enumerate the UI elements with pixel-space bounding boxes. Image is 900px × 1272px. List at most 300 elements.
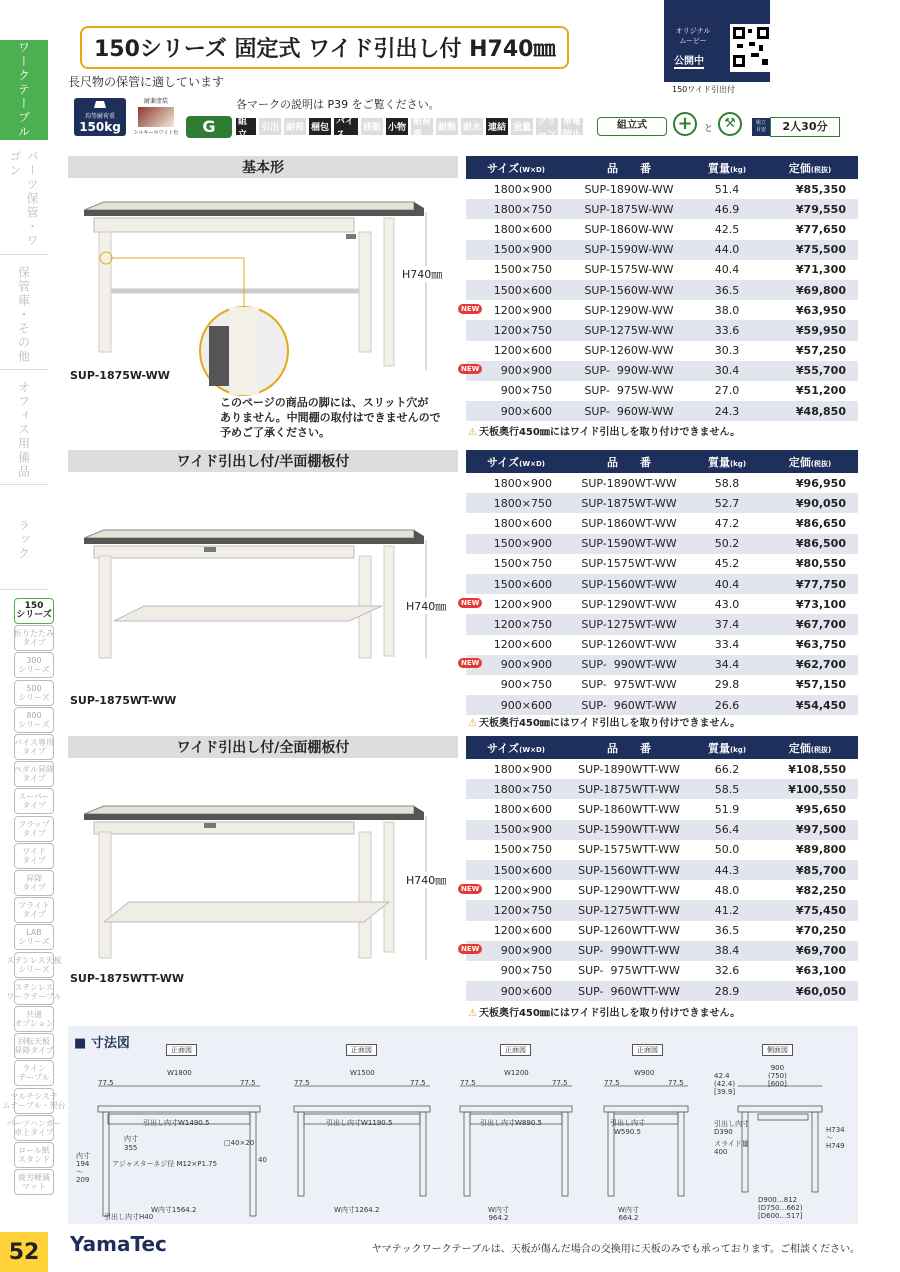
cell-weight: 40.4 [714,263,740,277]
table-row [466,341,858,361]
col-price: 定価(税抜) [762,450,858,473]
cell-price: ¥86,650 [795,516,846,530]
cell-weight: 58.5 [692,779,762,799]
sidebar-subtab-3[interactable]: 500 シリーズ [14,680,54,706]
movie-caption: 150ワイド引出付 [672,85,736,94]
cell-price: ¥57,150 [795,678,846,692]
dim-inner-0: 引出し内寸W1490.5 [143,1119,210,1127]
dim-bottom-2: W内寸 964.2 [488,1206,509,1222]
cell-price: ¥90,050 [762,493,858,513]
cell-price: ¥59,950 [762,320,858,340]
table-row [466,675,858,695]
cell-code: SUP-1860W-WW [584,222,674,236]
weight-icon [91,99,109,109]
warning-full-shelf: ⚠ 天板奥行450㎜にはワイド引出しを取り付けできません。 [468,1004,740,1019]
cell-price: ¥63,750 [795,638,846,652]
table-row [466,820,858,840]
cell-size: NEW 1200×900 [466,300,566,320]
cell-price: ¥60,050 [762,981,858,1001]
cell-weight: 58.8 [714,476,740,490]
page-number: 52 [0,1232,48,1272]
dim-side1-3: 77.5 [604,1079,620,1087]
table-row [466,799,858,819]
price-table-0 [461,156,858,421]
sidebar-subtab-15[interactable]: 共通 オプション [14,1006,54,1032]
cell-size: 900×750 [500,384,552,398]
cell-code: SUP-1560W-WW [566,280,692,300]
new-badge: NEW [458,944,482,954]
sidebar-subtab-16[interactable]: 回転天板 昇降タイプ [14,1033,54,1059]
table-row [466,840,858,860]
cell-code: SUP-1890W-WW [584,182,674,196]
cell-code: SUP-1260WTT-WW [578,924,680,938]
cell-size: 900×600 [466,981,566,1001]
cell-code: SUP-1860WT-WW [581,516,677,530]
cell-code: SUP-1275WTT-WW [566,900,692,920]
cell-price: ¥51,200 [795,384,846,398]
col-size: サイズ(W×D) [466,736,566,759]
footer-note: ヤマテックワークテーブルは、天板が傷んだ場合の交換用に天板のみでも承っております。ご相談ください。 [371,1244,860,1255]
feature-mark-11: 重量 [511,118,533,135]
sidebar-subtab-2[interactable]: 300 シリーズ [14,652,54,678]
cell-size: 1800×750 [466,199,566,219]
table-row [466,361,858,381]
dim-height-range: H734 〜 H749 [826,1126,845,1150]
dim-bottom-1: W内寸1264.2 [334,1206,380,1214]
cell-price: ¥63,950 [795,303,846,317]
movie-box[interactable] [664,0,770,82]
dim-drawer-depth: 引出し内寸 D390 [714,1120,749,1136]
dim-h-range: 内寸 194 〜 209 [76,1152,90,1184]
table-row [466,219,858,239]
cell-code: SUP-1560WT-WW [566,574,692,594]
sidebar-subtab-10[interactable]: 昇降 タイプ [14,870,54,896]
cell-size: 1500×600 [466,280,566,300]
cell-weight: 36.5 [692,280,762,300]
product-image-half-shelf [84,526,454,666]
table-row [466,534,858,554]
col-code: 品 番 [566,156,692,179]
cell-code: SUP- 960WTT-WW [566,981,692,1001]
cell-price: ¥54,450 [762,695,858,715]
cell-size: 1800×600 [493,802,552,816]
dim-side-width: 900 (750) [600] [768,1064,787,1088]
wrench-icon: ⚒ [718,112,742,136]
cell-size: 1800×900 [493,182,552,196]
cell-size: 1200×600 [493,924,552,938]
product-image-basic [84,196,454,396]
feature-mark-4: バイス [334,118,358,135]
plus-driver-icon: + [673,112,697,136]
table-row [466,280,858,300]
new-badge: NEW [458,884,482,894]
cell-size: 1800×600 [493,516,552,530]
cell-code: SUP-1860WTT-WW [578,802,680,816]
table-row [466,759,858,779]
dim-side-top: 42.4 (42.4) [39.9] [714,1072,736,1096]
front-view-label-1800: 正面図 [166,1044,197,1056]
sidebar-subtab-17[interactable]: ライン テーブル [14,1060,54,1086]
cell-weight: 37.4 [692,614,762,634]
cell-price: ¥108,550 [788,762,846,776]
cell-size: 1500×750 [493,263,552,277]
table-row [466,779,858,799]
cell-size: 1500×900 [466,534,566,554]
cell-price: ¥89,800 [795,843,846,857]
sidebar-subtab-20[interactable]: ロール紙 スタンド [14,1142,54,1168]
col-price: 定価(税抜) [762,156,858,179]
dim-width-2: W1200 [504,1069,529,1077]
table-row [466,199,858,219]
warning-half-shelf: ⚠ 天板奥行450㎜にはワイド引出しを取り付けできません。 [468,714,740,729]
and-text: と [704,124,714,134]
cell-price: ¥79,550 [762,199,858,219]
feature-mark-7: 耐荷重 [413,116,432,140]
sidebar-subtab-7[interactable]: スーパー タイプ [14,788,54,814]
cell-weight: 36.5 [714,924,740,938]
sidebar-subtab-18[interactable]: マルチシステ ムテーブル・架台 [14,1088,54,1114]
table-row [466,981,858,1001]
cell-price: ¥80,550 [795,557,846,571]
cell-size: NEW 900×900 [466,361,566,381]
table-row [466,921,858,941]
cell-code: SUP-1590W-WW [566,240,692,260]
cell-weight: 32.6 [714,964,740,978]
assembly-badge: 組立式 [597,117,667,136]
product-image-full-shelf [84,802,454,962]
feature-mark-12: クリーン [538,116,557,140]
sidebar-subtab-19[interactable]: パーツハンガー 卓上タイプ [14,1115,54,1141]
cell-code: SUP-1875WTT-WW [566,779,692,799]
cell-weight: 51.4 [714,182,740,196]
side-view-label: 側面図 [762,1044,793,1056]
dimension-drawings [68,1026,858,1224]
page-subtitle: 長尺物の保管に適しています [68,75,225,89]
cell-code: SUP- 975WTT-WW [578,964,680,978]
height-label-full-shelf: H740㎜ [406,874,447,887]
cell-weight: 51.9 [714,802,740,816]
dim-side1-1: 77.5 [294,1079,310,1087]
dim-inner-3: 引出し内寸 W590.5 [610,1119,645,1136]
table-row [466,300,858,320]
leg-note: このページの商品の脚には、スリット穴が ありません。中間棚の取付はできませんので 予めご了承ください。 [220,396,441,439]
brand-logo: YamaTec [70,1232,167,1256]
model-label-half-shelf: SUP-1875WT-WW [70,694,177,707]
height-label-basic: H740㎜ [402,268,443,281]
dim-side2-2: 77.5 [552,1079,568,1087]
sidebar-subtab-6[interactable]: ペダル昇降 タイプ [14,761,54,787]
dim-inner-depth: 内寸 355 [124,1135,138,1152]
cell-weight: 33.6 [692,320,762,340]
cell-code: SUP-1575WT-WW [581,557,677,571]
cell-size: 1800×750 [466,779,566,799]
table-row [466,381,858,401]
front-view-label-1200: 正面図 [500,1044,531,1056]
col-size: サイズ(W×D) [466,156,566,179]
cell-code: SUP-1875W-WW [566,199,692,219]
cell-price: ¥69,700 [762,941,858,961]
front-view-label-1500: 正面図 [346,1044,377,1056]
col-price: 定価(税抜) [762,736,858,759]
feature-mark-13: 帯電防止 [563,116,582,140]
model-label-full-shelf: SUP-1875WTT-WW [70,972,185,985]
green-g-icon: G [186,116,232,138]
cell-size: 900×750 [500,678,552,692]
dim-depth-range: D900…812 (D750…662) [D600…517] [758,1196,803,1220]
sidebar-subtab-1[interactable]: 折りたたみ タイプ [14,625,54,651]
cell-size: 1200×750 [466,320,566,340]
dim-side1-0: 77.5 [98,1079,114,1087]
cell-code: SUP- 960W-WW [566,401,692,421]
page-title: 150シリーズ 固定式 ワイド引出し付 H740㎜ [80,26,569,69]
new-badge: NEW [458,364,482,374]
feature-mark-10: 連結 [486,118,508,135]
dim-width-3: W900 [634,1069,655,1077]
cell-price: ¥96,950 [795,476,846,490]
cell-weight: 27.0 [714,384,740,398]
section-head-basic: 基本形 [68,156,458,178]
cell-size: 1800×900 [493,476,552,490]
cell-code: SUP- 990WT-WW [566,655,692,675]
cell-size: NEW 900×900 [466,655,566,675]
dim-width-1: W1500 [350,1069,375,1077]
cell-price: ¥73,100 [795,597,846,611]
dim-width-0: W1800 [167,1069,192,1077]
table-row [466,240,858,260]
table-row [466,900,858,920]
cell-weight: 30.4 [692,361,762,381]
dim-forty: 40 [258,1156,267,1164]
sidebar-subtab-21[interactable]: 疲労軽減 マット [14,1169,54,1195]
cell-size: NEW 1200×900 [466,594,566,614]
cell-weight: 40.4 [692,574,762,594]
cell-price: ¥55,700 [762,361,858,381]
cell-weight: 33.4 [714,638,740,652]
feature-mark-2: 耐荷 [284,118,306,135]
cell-weight: 28.9 [692,981,762,1001]
feature-mark-1: 引出 [259,118,281,135]
marks-note: 各マークの説明は P39 をご覧ください。 [236,98,440,111]
table-row [466,493,858,513]
table-row [466,473,858,493]
cell-code: SUP-1275WT-WW [566,614,692,634]
sidebar-subtab-5[interactable]: バイス専用 タイプ [14,734,54,760]
cell-code: SUP-1260W-WW [584,344,674,358]
cell-weight: 26.6 [692,695,762,715]
height-label-half-shelf: H740㎜ [406,600,447,613]
cell-price: ¥70,250 [795,924,846,938]
cell-price: ¥100,550 [762,779,858,799]
feature-mark-8: 耐熱 [436,118,458,135]
sidebar-subtab-12[interactable]: LAB シリーズ [14,924,54,950]
cell-size: 1800×750 [466,493,566,513]
dim-side2-1: 77.5 [410,1079,426,1087]
cell-size: 1800×900 [493,762,552,776]
cell-size: 900×750 [500,964,552,978]
assembly-time-badge: 2人30分 [770,117,840,137]
cell-weight: 42.5 [714,222,740,236]
table-row [466,513,858,533]
table-row [466,260,858,280]
dim-bottom-3: W内寸 664.2 [618,1206,639,1222]
cell-price: ¥77,650 [795,222,846,236]
cell-code: SUP-1890WTT-WW [578,762,680,776]
table-row [466,655,858,675]
cell-code: SUP- 990WTT-WW [566,941,692,961]
cell-size: 1500×900 [466,820,566,840]
cell-price: ¥48,850 [762,401,858,421]
sidebar [0,0,66,1272]
dim-side1-2: 77.5 [460,1079,476,1087]
cell-size: 1500×600 [466,574,566,594]
new-badge: NEW [458,598,482,608]
cell-weight: 34.4 [692,655,762,675]
warning-basic: ⚠ 天板奥行450㎜にはワイド引出しを取り付けできません。 [468,423,740,438]
table-row [466,961,858,981]
cell-price: ¥86,500 [762,534,858,554]
cell-weight: 41.2 [692,900,762,920]
dim-side2-0: 77.5 [240,1079,256,1087]
feature-mark-0: 組立 [236,118,256,135]
sidebar-tab-office[interactable]: オフィス用備品 [0,375,48,485]
dim-pipe: □40×20 [224,1139,255,1147]
cell-code: SUP-1575W-WW [584,263,674,277]
cell-weight: 30.3 [714,344,740,358]
cell-weight: 45.2 [714,557,740,571]
feature-mark-9: 耐水 [461,118,483,135]
cell-code: SUP-1260WT-WW [581,638,677,652]
section-head-half-shelf: ワイド引出し付/半面棚板付 [68,450,458,472]
cell-code: SUP-1890WT-WW [581,476,677,490]
cell-size: 1200×600 [493,344,552,358]
cell-size: 900×600 [466,695,566,715]
sidebar-subtab-8[interactable]: フラップ タイプ [14,816,54,842]
cell-price: ¥77,750 [762,574,858,594]
load-capacity-badge: 均等耐荷重 150kg [74,98,126,136]
table-row [466,179,858,199]
cell-weight: 50.2 [692,534,762,554]
new-badge: NEW [458,304,482,314]
sidebar-subtab-14[interactable]: ステンレス ワークテーブル [14,979,54,1005]
movie-status: 公開中 [674,52,704,69]
table-row [466,860,858,880]
table-row [466,594,858,614]
cell-size: 1200×600 [493,638,552,652]
table-row [466,574,858,594]
sidebar-tab-rack[interactable]: ラック [0,490,48,590]
price-table-1 [461,450,858,715]
col-weight: 質量(kg) [692,450,762,473]
dim-bottom-0: W内寸1564.2 [151,1206,197,1214]
assembly-time-label: 組立 目安 [752,118,770,136]
cell-weight: 47.2 [714,516,740,530]
cell-code: SUP-1275W-WW [566,320,692,340]
movie-label: オリジナル ムービー [675,27,711,45]
cell-code: SUP-1290W-WW [584,303,674,317]
cell-weight: 48.0 [714,883,740,897]
cell-code: SUP-1290WT-WW [581,597,677,611]
cell-code: SUP-1560WTT-WW [566,860,692,880]
cell-code: SUP-1590WT-WW [566,534,692,554]
paint-badge: 耐薬塗装 シルキーホワイト色 [133,98,179,136]
cell-size: 900×600 [466,401,566,421]
cell-code: SUP-1290WTT-WW [578,883,680,897]
dim-side2-3: 77.5 [668,1079,684,1087]
dimension-title: ■ 寸法図 [74,1036,130,1051]
dim-slide: スライド量 400 [714,1140,749,1156]
cell-price: ¥75,500 [762,240,858,260]
feature-mark-5: 移動 [361,118,383,135]
cell-weight: 50.0 [714,843,740,857]
cell-code: SUP- 990W-WW [566,361,692,381]
cell-price: ¥97,500 [762,820,858,840]
table-row [466,614,858,634]
dim-inner-1: 引出し内寸W1190.5 [326,1119,393,1127]
cell-price: ¥85,350 [795,182,846,196]
sidebar-subtab-0[interactable]: 150 シリーズ [14,598,54,624]
cell-weight: 44.3 [692,860,762,880]
cell-weight: 24.3 [692,401,762,421]
table-row [466,880,858,900]
cell-weight: 66.2 [714,762,740,776]
cell-price: ¥63,100 [795,964,846,978]
cell-size: 1800×600 [493,222,552,236]
sidebar-tab-worktable[interactable]: ワークテーブル [0,40,48,140]
feature-mark-3: 梱包 [309,118,331,135]
table-row [466,401,858,421]
paint-swatch [138,107,174,127]
sidebar-subtab-4[interactable]: 800 シリーズ [14,707,54,733]
cell-size: NEW 1200×900 [466,880,566,900]
cell-code: SUP-1575WTT-WW [578,843,680,857]
cell-size: 1500×600 [466,860,566,880]
cell-weight: 56.4 [692,820,762,840]
sidebar-tab-storage[interactable]: 保管庫・その他 [0,260,48,370]
cell-size: NEW 900×900 [466,941,566,961]
cell-price: ¥85,700 [762,860,858,880]
qr-code-icon[interactable] [730,24,772,72]
section-head-full-shelf: ワイド引出し付/全面棚板付 [68,736,458,758]
new-badge: NEW [458,658,482,668]
cell-weight: 46.9 [692,199,762,219]
col-weight: 質量(kg) [692,736,762,759]
cell-weight: 43.0 [714,597,740,611]
cell-size: 1500×750 [493,843,552,857]
table-row [466,635,858,655]
cell-code: SUP- 975WT-WW [581,678,677,692]
table-row [466,320,858,340]
dim-drawer-h: 引出し内寸H40 [104,1213,154,1221]
cell-price: ¥57,250 [795,344,846,358]
col-code: 品 番 [566,736,692,759]
cell-price: ¥67,700 [762,614,858,634]
cell-size: 1500×750 [493,557,552,571]
cell-weight: 38.4 [692,941,762,961]
col-code: 品 番 [566,450,692,473]
cell-weight: 38.0 [714,303,740,317]
feature-badges [70,96,830,140]
cell-price: ¥95,650 [795,802,846,816]
col-size: サイズ(W×D) [466,450,566,473]
sidebar-subtab-9[interactable]: ワイド タイプ [14,843,54,869]
sidebar-subtab-13[interactable]: ステンレス天板 シリーズ [14,952,54,978]
cell-size: 1500×900 [466,240,566,260]
cell-price: ¥75,450 [762,900,858,920]
sidebar-subtab-11[interactable]: フライト タイプ [14,897,54,923]
cell-price: ¥71,300 [795,263,846,277]
feature-mark-6: 小物 [386,118,408,135]
sidebar-tab-parts[interactable]: パーツ保管・ワゴン [0,150,48,255]
